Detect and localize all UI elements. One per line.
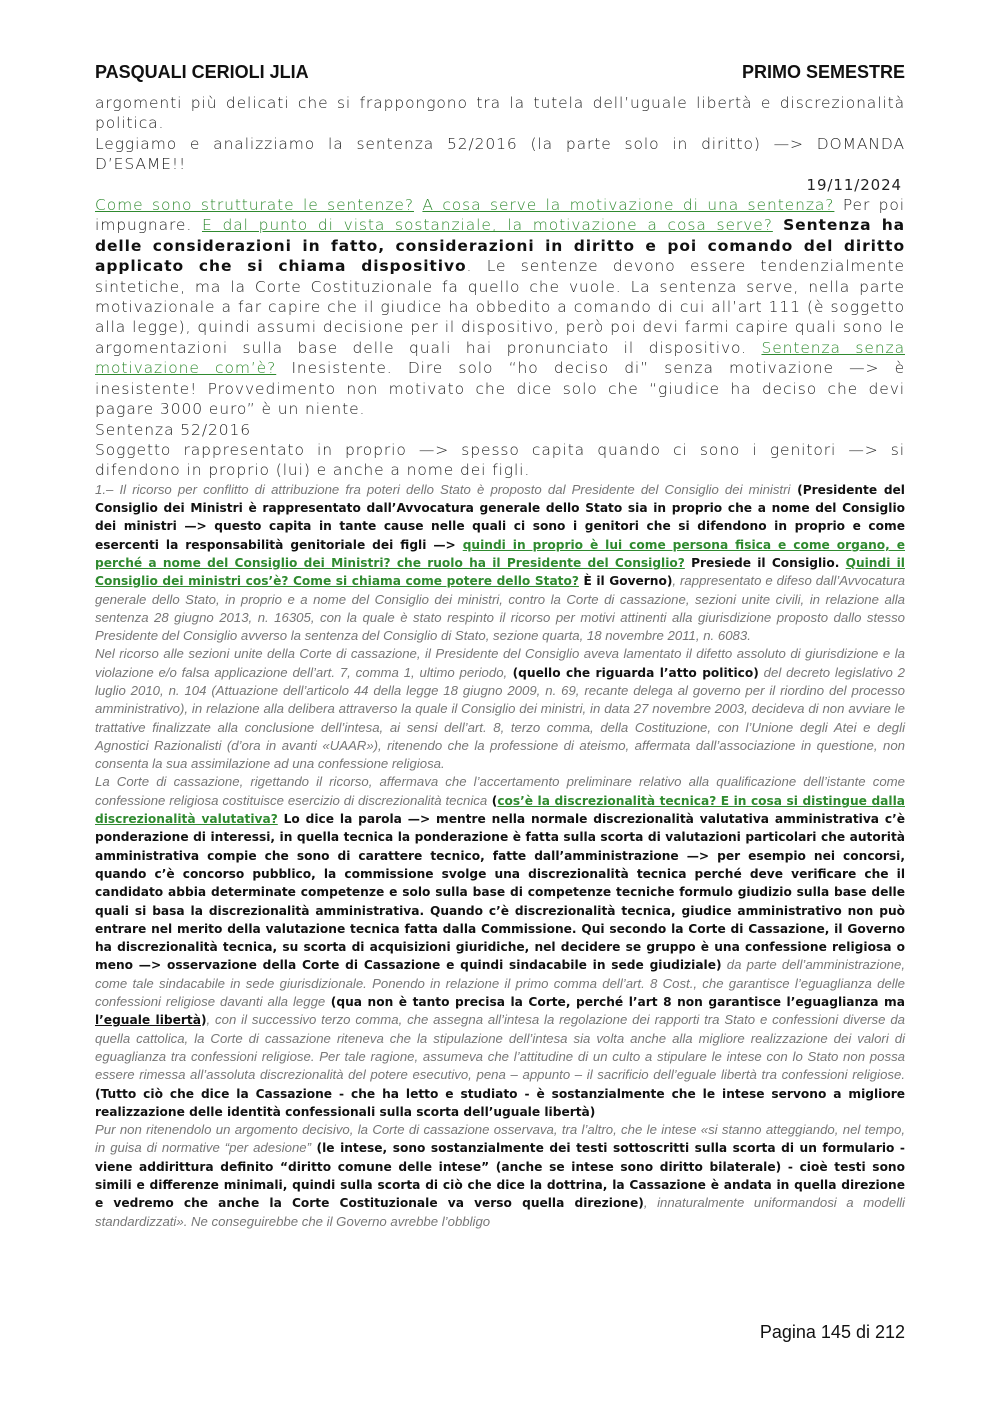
intro-paragraph: argomenti più delicati che si frappongono tra la tutela dell’uguale libertà e discrezionalità politica. <box>95 94 905 133</box>
annotation-text: (Presidente del Consiglio dei Ministri è rappresentato dall’Avvocatura generale dello Stato sia in proprio che a nome del Consiglio dei ministri —> questo capita in tante cause nelle quali ci sono i genitori che si difendono in proprio e come esercenti la responsabilità genitoriale dei figli —> <box>95 482 905 552</box>
ruling-text: , con il successivo terzo comma, che assegna all’intesa la regolazione dei rapporti tra Stato e confessioni diverse da quella cattolica, la Corte di cassazione riteneva che la stipulazione dell’intesa sia volta anche alla migliore realizzazione dei valori di eguaglianza tra confessioni religiose. Per tale ragione, assumeva che l’attitudine di un culto a stipulare le intese con lo Stato non possa essere rimessa all’assoluta discrezionalità del potere esecutivo, pena – appunto – il sacrificio dell’eguale libertà tra confessioni religiose. <box>95 1012 905 1083</box>
text-segment: . Le sentenze devono essere tendenzialmente sintetiche, ma la Corte Costituzionale fa quello che vuole. La sentenza serve, nella parte motivazionale a far capire che il giudice ha obbedito a comando di cui all’art 111 (è soggetto alla legge), quindi assumi decisione per il dispositivo, però poi devi farmi capire quali sono le argomentazioni sulla base delle quali hai pronunciato il dispositivo. <box>95 257 905 357</box>
page-content <box>95 93 905 1231</box>
lecture-date: 19/11/2024 <box>806 175 902 194</box>
ruling-text: Pur non ritenendolo un argomento decisivo, la Corte di cassazione osservava, tra l’altro, che le intese «si stanno atteggiando, nel tempo, in guisa di normative “per adesione” <box>95 1122 905 1156</box>
text-segment: Per poi impugnare. <box>95 196 906 235</box>
annotation-question: cos’è la discrezionalità tecnica? E in cosa si distingue dalla discrezionalità valutativa? <box>95 793 905 827</box>
annotation-text: Lo dice la parola —> mentre nella normale discrezionalità valutativa amministrativa c’è ponderazione di interessi, in quella tecnica la ponderazione è fatta sulla scorta di valutazioni particolari che autorità amministrativa compie che sono di carattere tecnico, fatte dall’amministrazione —> per esempio nei concorsi, quando c’è concorso pubblico, la commissione svolge una discrezionalità tecnica perché deve verificare che il candidato abbia determinate competenze e solo sulla base di competenze tecniche formulo giudizio sulla base delle quali si basa la discrezionalità amministrativa. Quando c’è discrezionalità tecnica, giudice amministrativo non può entrare nel merito della valutazione tecnica fatta dalla Commissione. Qui secondo la Corte di Cassazione, il Governo ha discrezionalità tecnica, su scorta di acquisizioni giuridiche, nel decidere se gruppo è una confessione religiosa o meno —> osservazione della Corte di Cassazione e quindi sindacabile in sede giudiziale) <box>95 812 905 973</box>
bold-structure: Sentenza ha delle considerazioni in fatto, considerazioni in diritto e poi comando del diritto applicato che si chiama dispositivo <box>95 216 905 276</box>
author-name: PASQUALI CERIOLI JLIA <box>95 62 309 82</box>
soggetto-paragraph: Soggetto rappresentato in proprio —> spesso capita quando ci sono i genitori —> si difendono in proprio (lui) e anche a nome dei figli. <box>95 440 905 480</box>
sentence-structure-paragraph <box>95 195 905 419</box>
question-motivation: A cosa serve la motivazione di una sentenza? <box>422 196 835 215</box>
intro-exam-note: Leggiamo e analizziamo la sentenza 52/2016 (la parte solo in diritto) —> DOMANDA D’ESAME!! <box>95 134 905 174</box>
ruling-text: , innaturalmente uniformandosi a modelli standardizzati». Ne conseguirebbe che il Governo avrebbe l’obbligo <box>95 1195 905 1229</box>
annotation-question: quindi in proprio è lui come persona fisica e come organo, e perché a nome del Consiglio dei Ministri? che ruolo ha il Presidente del Consiglio? <box>95 537 905 570</box>
ruling-paragraph-4 <box>95 1121 905 1231</box>
ruling-text: da parte dell’amministrazione, come tale sindacabile in sede giurisdizionale. Ponendo in relazione il primo comma dell’art. 8 Cost., che garantisce l’eguaglianza delle confessioni religiose davanti alla legge <box>95 957 905 1010</box>
question-structure: Come sono strutturate le sentenze? <box>95 196 414 215</box>
question-substantial: E dal punto di vista sostanziale, la motivazione a cosa serve? <box>201 216 773 235</box>
annotation-text: (le intese, sono sostanzialmente dei testi sottoscritti sulla scorta di un formulario - viene addirittura definito “diritto comune delle intese” (anche se intese sono diritto bilaterale) - cioè testi sono simili e differenze minimali, quindi sulla scorta di ciò che dice la dottrina, la Cassazione è andata in quella direzione e vedremo che anche la Corte Costituzionale va verso quella direzione) <box>95 1141 905 1211</box>
semester-label: PRIMO SEMESTRE <box>741 62 905 82</box>
ruling-text: , rappresentato e difeso dall’Avvocatura generale dello Stato, in proprio e a nome del Consiglio dei ministri, contro la Corte di cassazione, sezioni unite civili, in relazione alla sentenza 28 giugno 2013, n. 16305, con la quale è stato respinto il ricorso per motivi attinenti alla giurisdizione proposto dallo stesso Presidente del Consiglio avverso la sentenza del Consiglio di Stato, sezione quarta, 18 novembre 2011, n. 6083. <box>95 573 905 644</box>
ruling-text: La Corte di cassazione, rigettando il ricorso, affermava che l’accertamento preliminare relativo alla qualificazione dell’istante come confessione religiosa costituisce esercizio di discrezionalità tecnica <box>95 774 905 808</box>
underlined-text: l’eguale libertà <box>95 1013 201 1028</box>
ruling-text: 1.– Il ricorso per conflitto di attribuzione fra poteri dello Stato è proposto dal Presidente del Consiglio dei ministri <box>95 481 791 497</box>
ruling-text: Nel ricorso alle sezioni unite della Corte di cassazione, il Presidente del Consiglio aveva lamentato il difetto assoluto di giurisdizione e la violazione e/o falsa applicazione dell’art. 7, comma 1, ultimo periodo, <box>95 646 905 680</box>
question-no-motivation: Sentenza senza motivazione com’è? <box>95 338 905 378</box>
annotation-text: (qua non è tanto precisa la Corte, perché l’art 8 non garantisce l’eguaglianza ma <box>325 995 905 1010</box>
annotation-text: (Tutto ciò che dice la Cassazione - che ha letto e studiato - è sostanzialmente che le intese servono a migliore realizzazione delle identità confessionali sulla scorta dell’uguale libertà) <box>95 1086 905 1119</box>
page-number: Pagina 145 di 212 <box>759 1322 905 1342</box>
sentenza-heading: Sentenza 52/2016 <box>95 420 251 439</box>
annotation-text: ) <box>200 1013 207 1028</box>
annotation-text: Presiede il Consiglio. <box>684 555 846 570</box>
annotation-text: È il Governo) <box>578 574 673 589</box>
text-segment: Inesistente. Dire solo “ho deciso di” senza motivazione —> è inesistente! Provvedimento non motivato che dice solo che “giudice ha deciso che devi pagare 3000 euro” è un niente. <box>95 359 906 419</box>
ruling-paragraph-3 <box>95 773 905 1121</box>
ruling-paragraph-1 <box>95 481 905 646</box>
annotation-text: ( <box>487 793 498 808</box>
ruling-text: del decreto legislativo 2 luglio 2010, n. 104 (Attuazione dell’articolo 44 della legge 18 giugno 2009, n. 69, recante delega al governo per il riordino del processo amministrativo), in relazione alla delibera attraverso la quale il Consiglio dei ministri, in data 27 novembre 2003, decideva di non avviare le trattative finalizzate alla conclusione dell’intesa, ai sensi dell’art. 8, terzo comma, della Costituzione, con l’Unione degli Atei e degli Agnostici Razionalisti (d’ora in avanti «UAAR»), ritenendo che la professione di ateismo, affermata dall’associazione in questione, non consenta la sua assimilazione ad una confessione religiosa. <box>95 664 905 772</box>
ruling-paragraph-2 <box>95 645 905 773</box>
annotation-text: (quello che riguarda l’atto politico) <box>507 665 759 680</box>
annotation-question: Quindi il Consiglio dei ministri cos’è? Come si chiama come potere dello Stato? <box>95 555 905 589</box>
page-header <box>95 62 905 83</box>
